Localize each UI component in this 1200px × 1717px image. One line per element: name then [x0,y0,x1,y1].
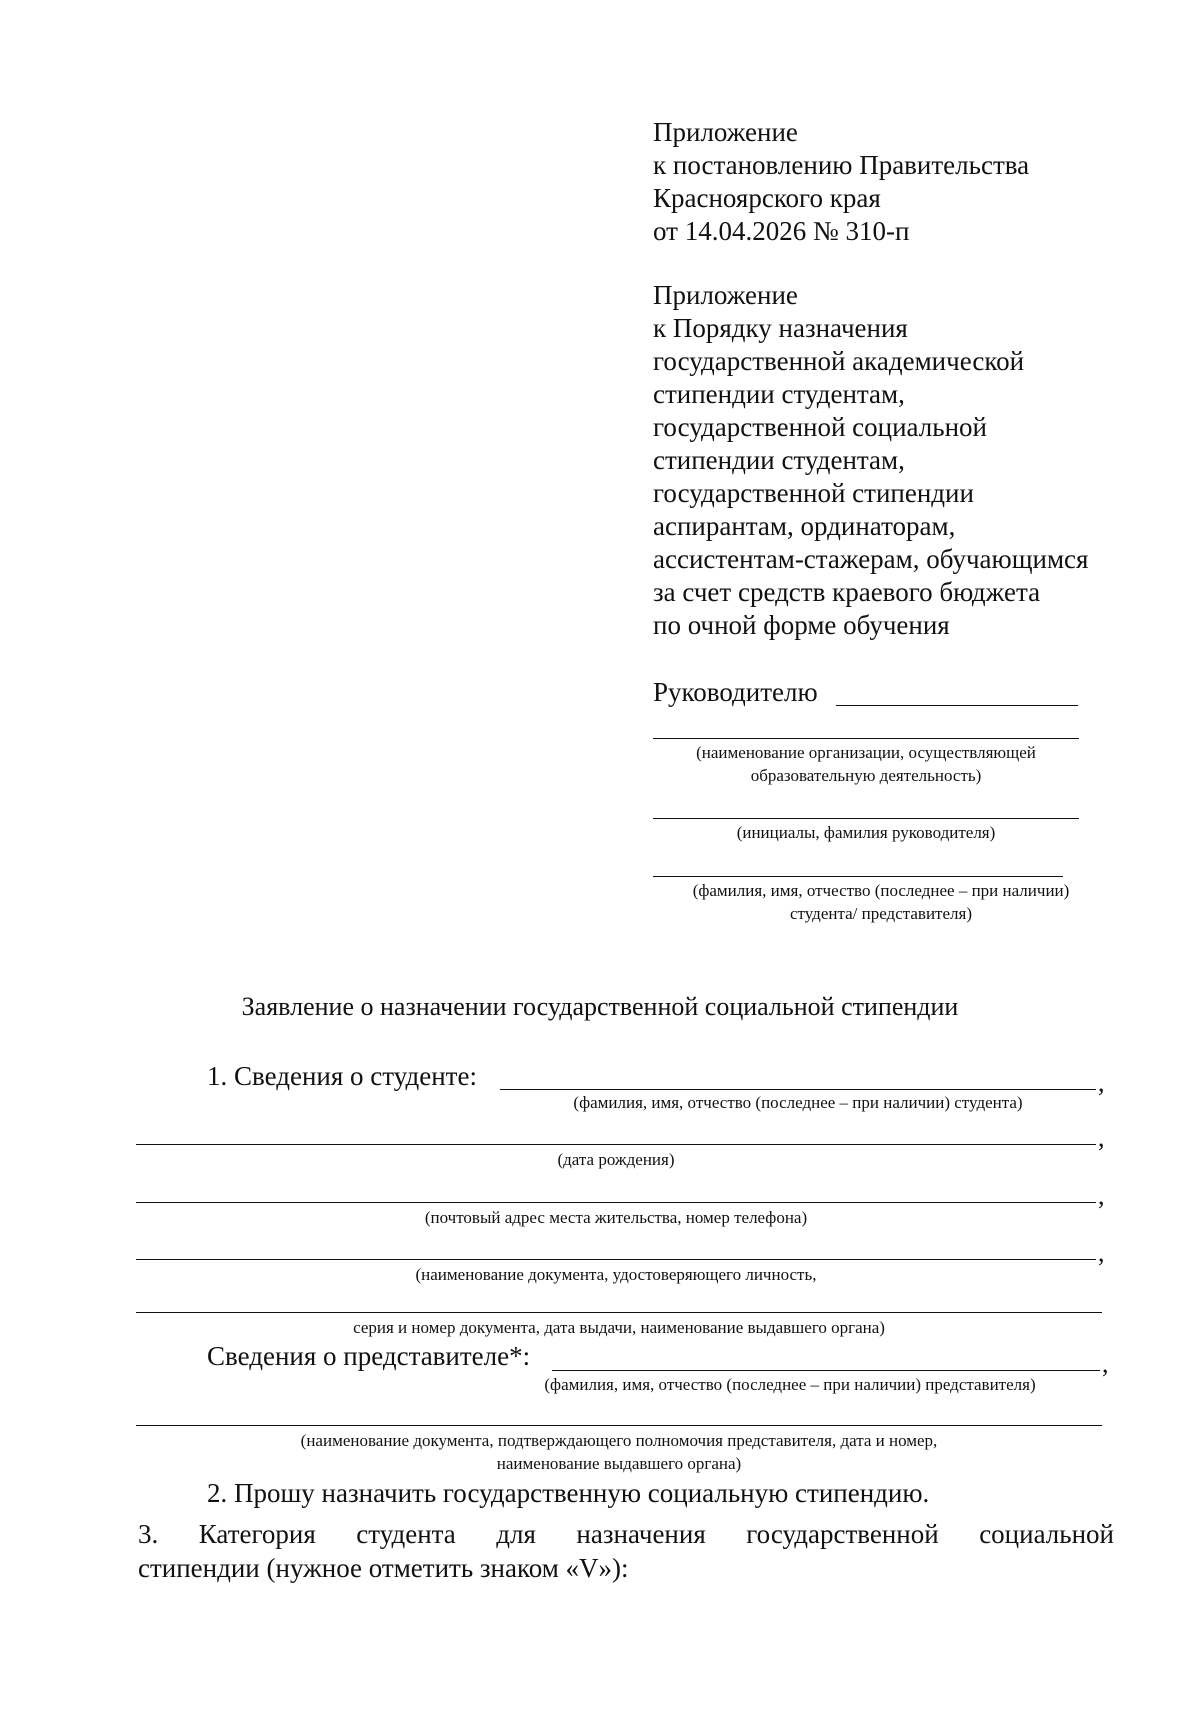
appendix2-line: Приложение [653,280,798,310]
head-name-caption: (инициалы, фамилия руководителя) [736,823,996,842]
comma: , [1102,1349,1109,1378]
applicant-caption: (фамилия, имя, отчество (последнее – при наличии) [692,881,1070,900]
student-fio-caption: (фамилия, имя, отчество (последнее – при наличии) студента) [573,1093,1023,1112]
appendix2-line: стипендии студентам, [653,445,905,475]
address-field-line[interactable] [136,1202,1096,1203]
address-caption: (почтовый адрес места жительства, номер телефона) [424,1208,808,1227]
applicant-name-field-line[interactable] [653,876,1063,877]
comma: , [1098,1123,1105,1152]
appendix1-line: Приложение [653,117,798,147]
appendix2-line: ассистентам-стажерам, обучающимся [653,544,1089,574]
rep-doc-caption: наименование выдавшего органа) [496,1454,742,1473]
comma: , [1098,1181,1105,1210]
appendix1-line: Красноярского края [653,183,881,213]
head-label: Руководителю [653,677,818,707]
appendix1-line: от 14.04.2026 № 310-п [653,216,910,246]
rep-fio-caption: (фамилия, имя, отчество (последнее – при наличии) представителя) [544,1375,1036,1394]
appendix2-line: государственной социальной [653,412,987,442]
form-title: Заявление о назначении государственной социальной стипендии [241,992,959,1021]
appendix2-line: аспирантам, ординаторам, [653,511,956,541]
appendix2-line: стипендии студентам, [653,379,905,409]
appendix2-line: к Порядку назначения [653,313,908,343]
item-3-line-2: стипендии (нужное отметить знаком «V»): [138,1553,629,1583]
rep-doc-field-line[interactable] [136,1425,1102,1426]
comma: , [1098,1068,1105,1097]
applicant-caption: студента/ представителя) [790,904,972,923]
comma: , [1098,1238,1105,1267]
id-doc-caption: (наименование документа, удостоверяющего личность, [415,1265,817,1284]
rep-fio-field-line[interactable] [552,1370,1100,1371]
org-caption: образовательную деятельность) [750,766,982,785]
birth-date-caption: (дата рождения) [557,1150,675,1169]
id-doc-details-field-line[interactable] [136,1312,1102,1313]
birth-date-field-line[interactable] [136,1144,1096,1145]
student-fio-field-line[interactable] [500,1089,1096,1090]
rep-doc-caption: (наименование документа, подтверждающего полномочия представителя, дата и номер, [300,1431,938,1450]
appendix-header-2 [653,279,1123,642]
appendix2-line: государственной стипендии [653,478,974,508]
head-name-field-line[interactable] [653,818,1079,819]
head-org-field-line[interactable] [836,705,1078,706]
org-name-field-line[interactable] [653,738,1079,739]
appendix-header-1 [653,116,1123,248]
appendix2-line: за счет средств краевого бюджета [653,577,1041,607]
appendix1-line: к постановлению Правительства [653,150,1030,180]
item-2: 2. Прошу назначить государственную социальную стипендию. [207,1478,930,1508]
student-label: 1. Сведения о студенте: [207,1061,477,1091]
id-doc-field-line[interactable] [136,1259,1096,1260]
appendix2-line: государственной академической [653,346,1025,376]
id-doc-details-caption: серия и номер документа, дата выдачи, наименование выдавшего органа) [353,1318,885,1337]
rep-label: Сведения о представителе*: [207,1341,531,1371]
item-3-line-1: 3. Категория студента для назначения государственной социальной [138,1519,1114,1549]
appendix2-line: по очной форме обучения [653,610,950,640]
org-caption: (наименование организации, осуществляющей [696,743,1036,762]
